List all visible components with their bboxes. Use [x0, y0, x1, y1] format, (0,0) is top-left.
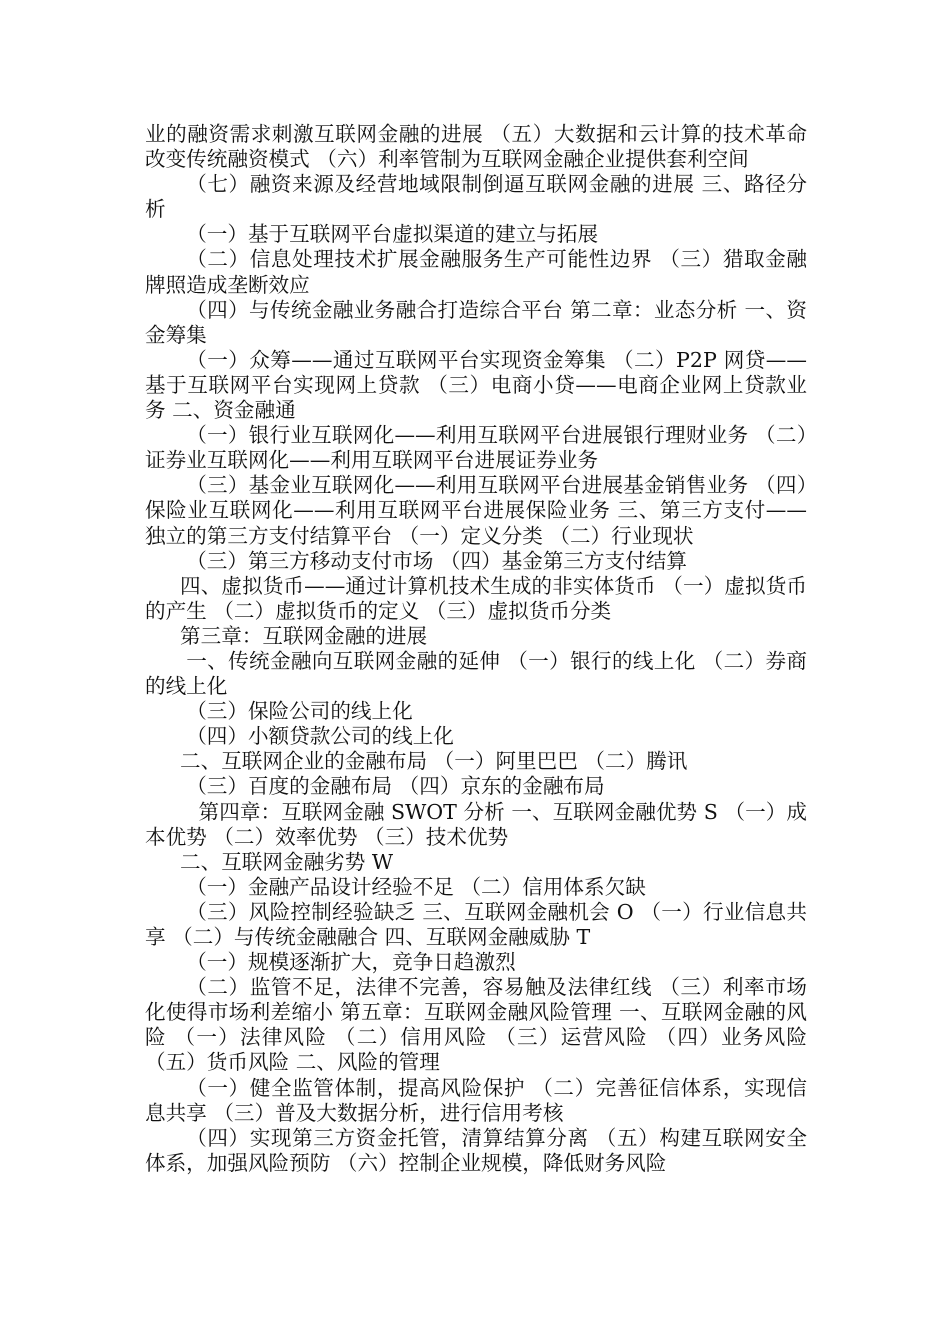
paragraph-7: （一）银行业互联网化——利用互联网平台进展银行理财业务 （二）证券业互联网化——利用互联网平台进展证券业务 — [145, 423, 807, 473]
paragraph-8: （三）基金业互联网化——利用互联网平台进展基金销售业务 （四）保险业互联网化——利用互联网平台进展保险业务 三、第三方支付——独立的第三方支付结算平台 （一）定义分类 （二）行业现状 — [145, 473, 807, 548]
paragraph-9: （三）第三方移动支付市场 （四）基金第三方支付结算 — [186, 548, 687, 573]
paragraph-3: （一）基于互联网平台虚拟渠道的建立与拓展 — [186, 222, 599, 247]
paragraph-16: （三）百度的金融布局 （四）京东的金融布局 — [186, 774, 605, 799]
document-page — [145, 122, 807, 1176]
paragraph-1: 业的融资需求刺激互联网金融的进展 （五）大数据和云计算的技术革命改变传统融资模式 （六）利率管制为互联网金融企业提供套利空间 — [145, 122, 807, 172]
paragraph-14: （四）小额贷款公司的线上化 — [186, 724, 454, 749]
paragraph-15: 二、互联网企业的金融布局 （一）阿里巴巴 （二）腾讯 — [180, 749, 688, 774]
paragraph-6: （一）众筹——通过互联网平台实现资金筹集 （二）P2P 网贷——基于互联网平台实现网上贷款 （三）电商小贷——电商企业网上贷款业务 二、资金融通 — [145, 347, 807, 423]
paragraph-17: 第四章：互联网金融 SWOT 分析 一、互联网金融优势 S （一）成本优势 （二）效率优势 （三）技术优势 — [145, 799, 807, 849]
paragraph-13: （三）保险公司的线上化 — [186, 699, 413, 724]
paragraph-19: （一）金融产品设计经验不足 （二）信用体系欠缺 — [186, 874, 646, 899]
paragraph-11: 第三章：互联网金融的进展 — [180, 623, 428, 648]
paragraph-18: 二、互联网金融劣势 W — [180, 849, 394, 874]
paragraph-4: （二）信息处理技术扩展金融服务生产可能性边界 （三）猎取金融牌照造成垄断效应 — [145, 247, 807, 297]
paragraph-21: （一）规模逐渐扩大，竞争日趋激烈 — [186, 950, 516, 975]
paragraph-5: （四）与传统金融业务融合打造综合平台 第二章：业态分析 一、资金筹集 — [145, 297, 807, 347]
paragraph-10: 四、虚拟货币——通过计算机技术生成的非实体货币 （一）虚拟货币的产生 （二）虚拟货币的定义 （三）虚拟货币分类 — [145, 573, 807, 623]
paragraph-23: （一）健全监管体制，提高风险保护 （二）完善征信体系，实现信息共享 （三）普及大数据分析，进行信用考核 — [145, 1075, 807, 1125]
paragraph-24: （四）实现第三方资金托管，清算结算分离 （五）构建互联网安全体系，加强风险预防 （六）控制企业规模，降低财务风险 — [145, 1125, 807, 1175]
paragraph-2: （七）融资来源及经营地域限制倒逼互联网金融的进展 三、路径分析 — [145, 172, 807, 222]
paragraph-22: （二）监管不足，法律不完善，容易触及法律红线 （三）利率市场化使得市场利差缩小 第五章：互联网金融风险管理 一、互联网金融的风险 （一）法律风险 （二）信用风险 （三）运营风险 （四）业务风险 （五）货币风险 二、风险的管理 — [145, 975, 807, 1075]
paragraph-12: 一、传统金融向互联网金融的延伸 （一）银行的线上化 （二）券商的线上化 — [145, 648, 807, 699]
paragraph-20: （三）风险控制经验缺乏 三、互联网金融机会 O （一）行业信息共享 （二）与传统金融融合 四、互联网金融威胁 T — [145, 899, 807, 949]
